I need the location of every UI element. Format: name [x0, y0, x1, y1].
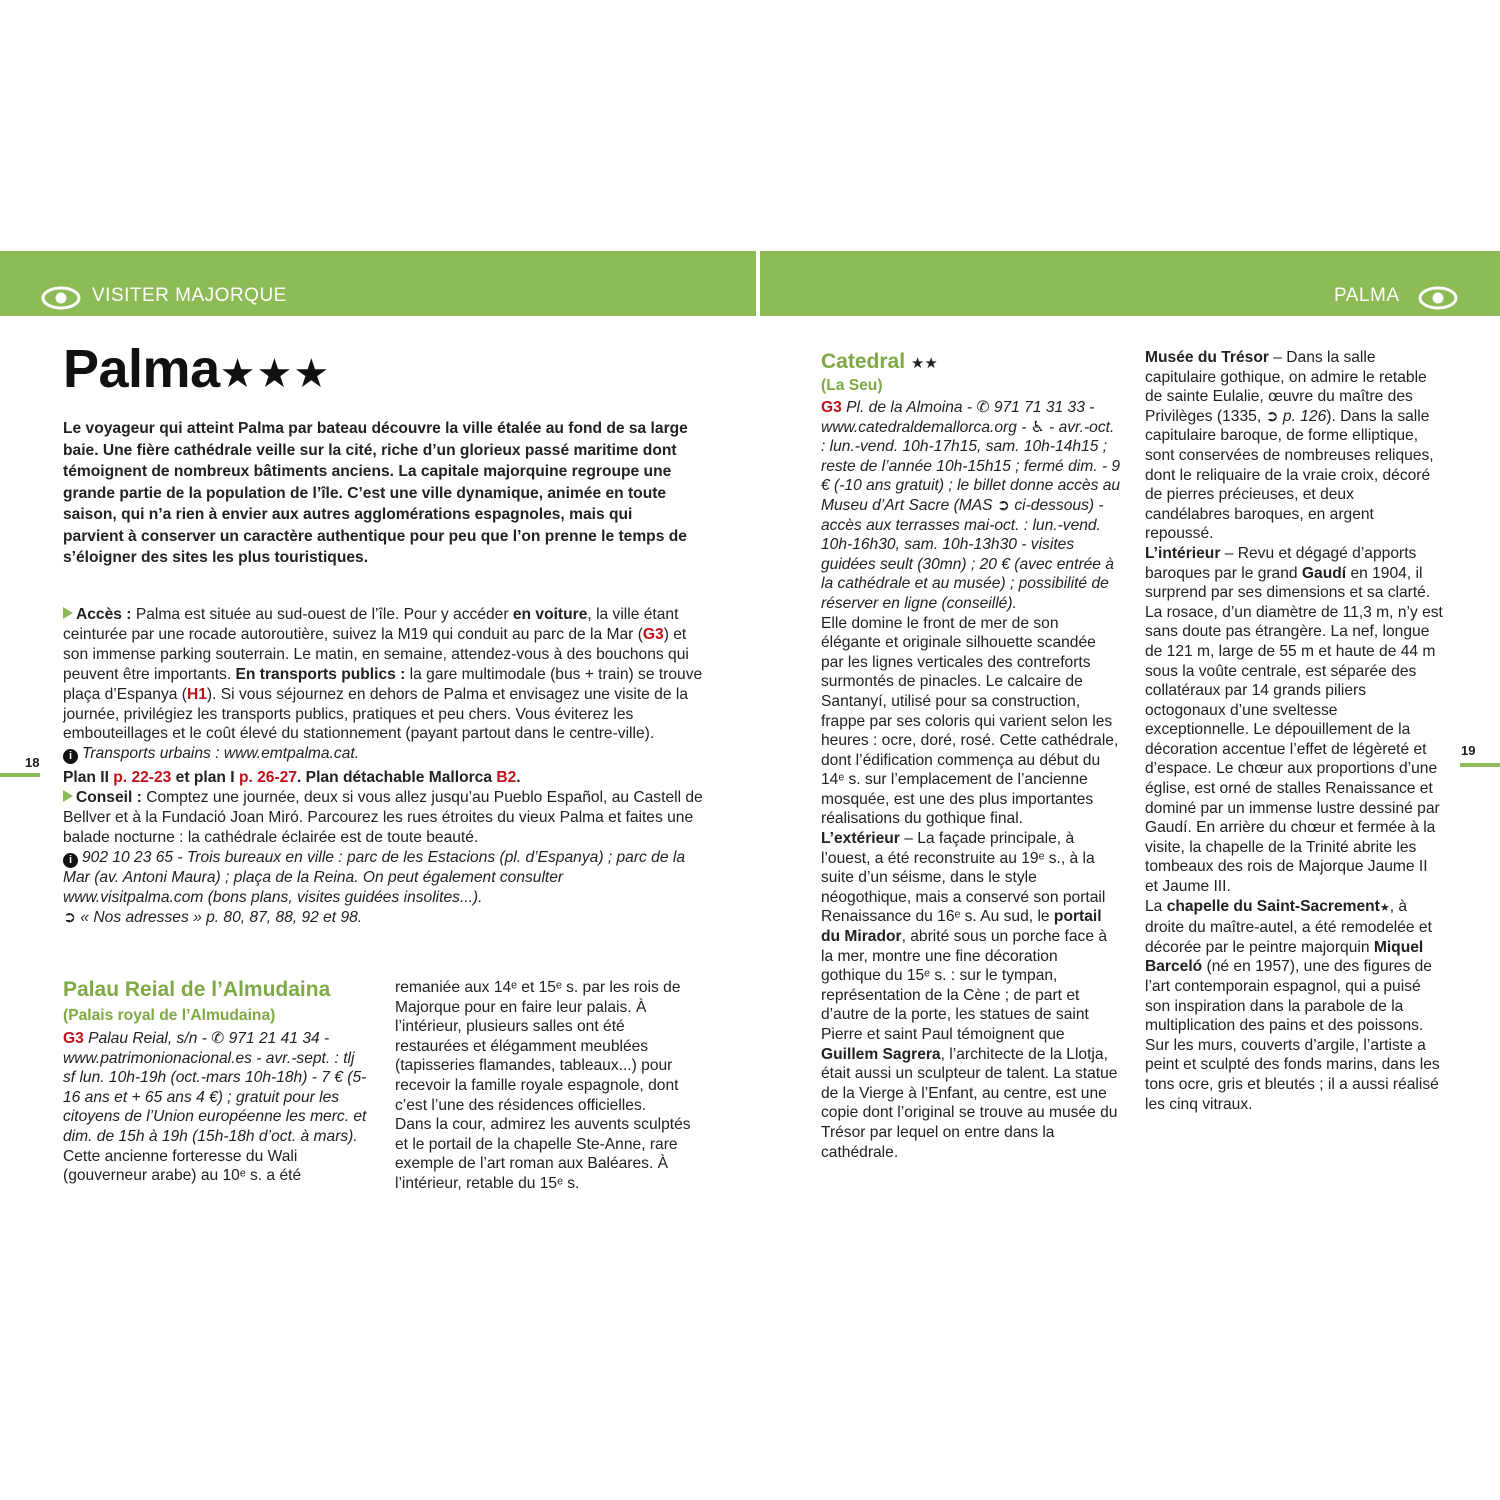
info-icon: i: [63, 749, 78, 764]
intro-paragraph: Le voyageur qui atteint Palma par bateau découvre la ville étalée au fond de sa large baie. Une fière cathédrale veille sur la cité, riche d’un glorieux passé maritime dont témoignent de nombreux bâtiments anciens. La capitale majorquine regroupe une grande partie de la population de l’île. C’est une ville dynamique, animée en toute saison, qui n’a rien à envier aux autres agglomérations espagnoles, mais qui parvient à conserver un caractère authentique pour peu que l’on prenne le temps de s’éloigner des sites les plus touristiques.: [63, 420, 688, 566]
arrow-icon: [63, 607, 73, 619]
tresor-col: Musée du Trésor – Dans la salle capitulaire gothique, on admire le retable de sainte Eulalie, œuvre du maître des Privilèges (1335, ➲ p. 126). Dans la salle capitulaire baroque, de forme elliptique, sont conservées de nombreuses reliques, dont le reliquaire de la vraie croix, décoré de pierres précieuses, et deux candélabres baroques, en argent repoussé. L’intérieur – Revu et dégagé d’apports baroques par le grand Gaudí en 1904, il surprend par ses dimensions et sa clarté. La rosace, d’un diamètre de 11,3 m, n’y est sans doute pas étrangère. La nef, longue de 121 m, large de 55 m et haute de 44 m sous la voûte centrale, est séparée des collatéraux par 14 grands piliers octogonaux d’une sveltesse exceptionnelle. Le dépouillement de la décoration accentue l’effet de légèreté et d’espace. Le chœur aux proportions d’une église, est orné de stalles Renaissance et dominé par un immense lustre dessiné par Gaudí. En arrière du chœur et fermée à la visite, la chapelle de la Trinité abrite les tombeaux des rois de Majorque Jaume II et Jaume III. La chapelle du Saint-Sacrement★, à droite du maître-autel, a été remodelée et décorée par le peintre majorquin Miquel Barceló (né en 1957), une des figures de l’art contemporain espagnol, qui a puisé son inspiration dans la parabole de la multiplication des pains et des poissons. Sur les murs, couverts d’argile, l’artiste a peint et sculpté des fonds marins, dans les tons ocre, gris et bleutés ; il a aussi réalisé les cinq vitraux.: [1145, 349, 1443, 1113]
chapelle-star: ★: [1379, 901, 1390, 914]
palau-subtitle: (Palais royal de l’Almudaina): [63, 1007, 276, 1024]
title-stars: ★★★: [219, 352, 331, 396]
see-also-icon: ➲: [63, 908, 81, 926]
title-text: Palma: [63, 339, 220, 399]
see-also-icon: ➲: [996, 496, 1010, 514]
conseil-paragraph: Conseil : Comptez une journée, deux si vous allez jusqu’au Pueblo Español, au Castell de Bellver et à la Fundació Joan Miró. Parcourez les rues étroites du vieux Palma et faites une balade nocturne : la cathédrale éclairée est de toute beauté.: [63, 789, 703, 847]
palau-title: Palau Reial de l’Almudaina: [63, 978, 331, 1001]
page-title: [63, 338, 330, 400]
catedral-stars: ★★: [910, 355, 938, 372]
palau-col-2: remaniée aux 14ᵉ et 15ᵉ s. par les rois de Majorque pour en faire leur palais. À l’intérieur, plusieurs salles ont été restaurées et élégamment meublées (tapisseries flamandes, tableaux...) pour recevoir la famille royale espagnole, dont c’est l’une des résidences officielles. Dans la cour, admirez les auvents sculptés et le portail de la chapelle Ste-Anne, rare exemple de l’art roman aux Baléares. À l’intérieur, retable du 15ᵉ s.: [395, 979, 691, 1192]
info-icon: i: [63, 853, 78, 868]
header-section-label: VISITER MAJORQUE: [92, 285, 287, 306]
page-marker-right: [1460, 763, 1500, 767]
acces-paragraph: Accès : Palma est située au sud-ouest de l’île. Pour y accéder en voiture, la ville étant ceinturée par une rocade autoroutière, suivez la M19 qui conduit au parc de la Mar (G3) et son immense parking souterrain. Le matin, en semaine, attendez-vous à des bouchons qui peuvent être importants. En transports publics : la gare multimodale (bus + train) se trouve plaça d’Espanya (H1). Si vous séjournez en dehors de Palma et envisagez une visite de la journée, privilégiez les transports publics, pratiques et peu chers. Vous éviterez les embouteillages et le coût élevé du stationnement (payant partout dans le centre-ville).: [63, 606, 703, 743]
see-also-icon: ➲: [1265, 407, 1283, 425]
office-info: i 902 10 23 65 - Trois bureaux en ville : parc de les Estacions (pl. d’Espanya) ; parc de la Mar (av. Antoni Maura) ; plaça de la Reina. On peut également consulter www.visitpalma.com (bons plans, visites guidées insolites...).: [63, 848, 685, 906]
adresses-ref: ➲ « Nos adresses » p. 80, 87, 88, 92 et 98.: [63, 908, 363, 926]
page-number-left: 18: [25, 755, 40, 770]
map-ref: G3: [63, 1030, 84, 1047]
palau-col-1: G3 Palau Reial, s/n - ✆ 971 21 41 34 - www.patrimonionacional.es - avr.-sept. : tlj sf lun. 10h-19h (oct.-mars 10h-18h) - 7 € (5-16 ans et + 65 ans 4 €) ; gratuit pour les citoyens de l’Union européenne les merc. et dim. de 15h à 19h (15h-18h d’oct. à mars). Cette ancienne forteresse du Wali (gouverneur arabe) au 10ᵉ s. a été: [63, 1030, 367, 1185]
catedral-col: G3 Pl. de la Almoina - ✆ 971 71 31 33 - www.catedraldemallorca.org - ♿ - avr.-oct. : lun.-vend. 10h-17h15, sam. 10h-14h15 ; reste de l’année 10h-15h15 ; fermé dim. - 9 € (-10 ans gratuit) ; le billet donne accès au Museu d’Art Sacre (MAS ➲ ci-dessous) - accès aux terrasses mai-oct. : lun.-vend. 10h-16h30, sam. 10h-13h30 - visites guidées seult (30mn) ; 20 € (avec entrée à la cathédrale et au musée) ; possibilité de réserver en ligne (conseillé). Elle domine le front de mer de son élégante et originale silhouette scandée par les lignes verticales des contreforts surmontés de pinacles. Le calcaire de Santanyí, utilisé pour sa construction, frappe par ses coloris qui varient selon les heures : ocre, doré, rosé. Cette cathédrale, dont l’édification commença au début du 14ᵉ s. sur l’emplacement de l’ancienne mosquée, est une des plus importantes réalisations du gothique final. L’extérieur – La façade principale, à l’ouest, a été reconstruite au 19ᵉ s., à la suite d’un séisme, dans le style néogothique, mais a conservé son portail Renaissance du 16ᵉ s. Au sud, le portail du Mirador, abrité sous un porche face à la mer, montre une fine décoration gothique du 15ᵉ s. : sur le tympan, représentation de la Cène ; de part et d’autre de la porte, les statues de saint Pierre et saint Paul témoignent que Guillem Sagrera, l’architecte de la Llotja, était aussi un sculpteur de talent. La statue de la Vierge à l’Enfant, au centre, est une copie dont l’original se trouve au musée du Trésor par lequel on entre dans la cathédrale.: [821, 399, 1121, 1161]
page-marker-left: [0, 773, 40, 777]
eye-icon: [41, 286, 81, 310]
map-ref: G3: [642, 625, 664, 643]
page-number-right: 19: [1461, 743, 1476, 758]
transport-line: i Transports urbains : www.emtpalma.cat.: [63, 744, 703, 764]
eye-icon-right: [1418, 286, 1458, 310]
catedral-title: Catedral ★★: [821, 350, 938, 373]
header-chapter-label: PALMA: [1334, 285, 1400, 306]
plan-line: Plan II p. 22-23 et plan I p. 26-27. Plan détachable Mallorca B2.: [63, 769, 521, 787]
map-ref: H1: [186, 685, 207, 703]
arrow-icon: [63, 790, 73, 802]
practical-info: [63, 605, 703, 928]
map-ref: G3: [821, 399, 842, 416]
catedral-subtitle: (La Seu): [821, 377, 883, 394]
